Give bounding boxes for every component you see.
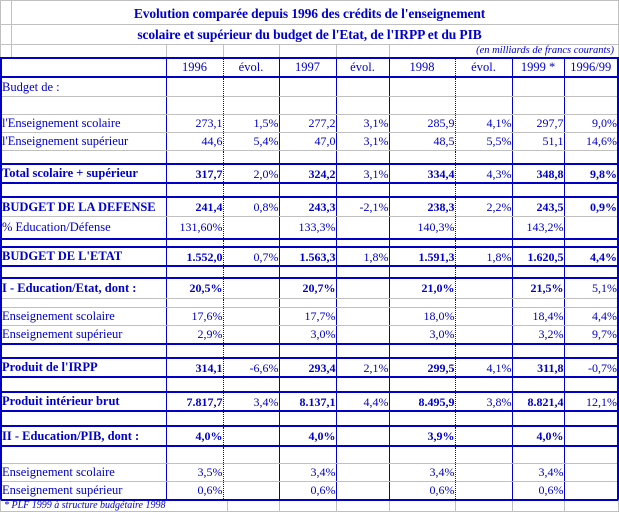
value-cell — [336, 96, 389, 114]
value-cell: 3,1% — [336, 114, 389, 132]
row-label: I - Education/Etat, dont : — [1, 278, 166, 298]
value-cell — [223, 411, 279, 426]
value-cell — [166, 183, 223, 197]
row-label: Total scolaire + supérieur — [1, 164, 166, 183]
value-cell: 4,0% — [279, 426, 336, 446]
value-cell — [389, 411, 455, 426]
table-row — [1, 298, 618, 307]
value-cell — [166, 446, 223, 463]
budget-table — [0, 57, 619, 501]
value-cell — [564, 426, 618, 446]
value-cell: 2,1% — [336, 358, 389, 377]
row-label: % Education/Défense — [1, 216, 166, 239]
value-cell — [455, 426, 512, 446]
value-cell: 3,9% — [389, 426, 455, 446]
title-line-2: scolaire et supérieur du budget de l'Etat, de l'IRPP et du PIB — [1, 25, 618, 45]
table-row — [1, 481, 618, 500]
value-cell: 17,7% — [279, 307, 336, 325]
value-cell — [223, 298, 279, 307]
value-cell: 8.495,9 — [389, 392, 455, 411]
row-label — [1, 298, 166, 307]
grid-separator — [279, 45, 280, 57]
table-row — [1, 463, 618, 481]
value-cell: 140,3% — [389, 216, 455, 239]
value-cell — [223, 96, 279, 114]
row-label — [1, 411, 166, 426]
row-label — [1, 150, 166, 164]
value-cell: 9,7% — [564, 325, 618, 344]
value-cell — [279, 377, 336, 392]
row-label: Enseignement supérieur — [1, 325, 166, 344]
value-cell — [455, 481, 512, 500]
value-cell: -2,1% — [336, 197, 389, 216]
corner-cell — [1, 58, 166, 77]
value-cell — [279, 411, 336, 426]
table-row — [1, 77, 618, 96]
value-cell: 20,7% — [279, 278, 336, 298]
grid-separator — [279, 501, 280, 511]
value-cell: 317,7 — [166, 164, 223, 183]
grid-separator — [455, 501, 456, 511]
value-cell — [389, 239, 455, 247]
value-cell — [389, 96, 455, 114]
value-cell — [336, 278, 389, 298]
table-row — [1, 426, 618, 446]
row-label: Enseignement scolaire — [1, 463, 166, 481]
grid-separator — [389, 501, 390, 511]
table-row — [1, 325, 618, 344]
value-cell — [223, 344, 279, 358]
value-cell — [455, 96, 512, 114]
row-label: BUDGET DE L'ETAT — [1, 247, 166, 266]
value-cell: 12,1% — [564, 392, 618, 411]
column-header: évol. — [455, 58, 512, 77]
value-cell — [223, 463, 279, 481]
value-cell — [389, 446, 455, 463]
column-header: 1996/99 — [564, 58, 618, 77]
value-cell: 1.552,0 — [166, 247, 223, 266]
value-cell — [166, 77, 223, 96]
value-cell: 9,8% — [564, 164, 618, 183]
value-cell: 243,3 — [279, 197, 336, 216]
value-cell — [455, 446, 512, 463]
value-cell — [455, 216, 512, 239]
value-cell — [389, 298, 455, 307]
value-cell: 3,4% — [512, 463, 564, 481]
value-cell: 3,4% — [223, 392, 279, 411]
value-cell — [279, 239, 336, 247]
row-label: l'Enseignement supérieur — [1, 132, 166, 150]
value-cell: 18,4% — [512, 307, 564, 325]
value-cell: 21,5% — [512, 278, 564, 298]
table-row — [1, 392, 618, 411]
value-cell — [455, 377, 512, 392]
value-cell — [512, 150, 564, 164]
value-cell: 4,4% — [336, 392, 389, 411]
value-cell: 0,7% — [223, 247, 279, 266]
value-cell: 324,2 — [279, 164, 336, 183]
value-cell: 21,0% — [389, 278, 455, 298]
value-cell — [455, 278, 512, 298]
value-cell — [279, 446, 336, 463]
value-cell: 0,8% — [223, 197, 279, 216]
value-cell: 133,3% — [279, 216, 336, 239]
value-cell: 0,6% — [166, 481, 223, 500]
value-cell — [455, 411, 512, 426]
value-cell — [455, 183, 512, 197]
value-cell — [564, 377, 618, 392]
grid-separator — [166, 45, 167, 57]
table-row — [1, 266, 618, 278]
column-header: évol. — [223, 58, 279, 77]
value-cell: 1,5% — [223, 114, 279, 132]
value-cell — [389, 266, 455, 278]
value-cell — [279, 96, 336, 114]
value-cell: 3,1% — [336, 164, 389, 183]
footer-row — [0, 499, 619, 512]
value-cell: 4,0% — [512, 426, 564, 446]
value-cell — [223, 77, 279, 96]
value-cell — [512, 77, 564, 96]
value-cell — [512, 377, 564, 392]
value-cell: -6,6% — [223, 358, 279, 377]
table-row — [1, 344, 618, 358]
value-cell: 4,1% — [455, 358, 512, 377]
value-cell — [223, 239, 279, 247]
grid-separator — [512, 501, 513, 511]
budget-table-body — [1, 77, 618, 500]
value-cell — [166, 96, 223, 114]
value-cell — [336, 426, 389, 446]
value-cell — [389, 344, 455, 358]
value-cell: 243,5 — [512, 197, 564, 216]
value-cell — [564, 298, 618, 307]
row-label: II - Education/PIB, dont : — [1, 426, 166, 446]
grid-separator — [223, 45, 224, 57]
value-cell — [564, 446, 618, 463]
value-cell: 2,0% — [223, 164, 279, 183]
row-label — [1, 183, 166, 197]
row-label: Produit intérieur brut — [1, 392, 166, 411]
value-cell — [512, 96, 564, 114]
value-cell — [279, 77, 336, 96]
row-label: Produit de l'IRPP — [1, 358, 166, 377]
value-cell: 241,4 — [166, 197, 223, 216]
value-cell: 273,1 — [166, 114, 223, 132]
value-cell — [455, 77, 512, 96]
value-cell — [389, 77, 455, 96]
value-cell: 2,9% — [166, 325, 223, 344]
value-cell: 5,5% — [455, 132, 512, 150]
value-cell — [336, 216, 389, 239]
value-cell: 3,8% — [455, 392, 512, 411]
value-cell: 3,2% — [512, 325, 564, 344]
value-cell — [512, 183, 564, 197]
row-label — [1, 344, 166, 358]
row-label — [1, 266, 166, 278]
column-header: 1999 * — [512, 58, 564, 77]
value-cell — [166, 239, 223, 247]
value-cell: 334,4 — [389, 164, 455, 183]
column-header: 1997 — [279, 58, 336, 77]
grid-separator — [336, 501, 337, 511]
row-label: Enseignement scolaire — [1, 307, 166, 325]
value-cell: 4,1% — [455, 114, 512, 132]
grid-separator — [227, 501, 228, 511]
row-label — [1, 96, 166, 114]
value-cell — [512, 411, 564, 426]
value-cell: 2,2% — [455, 197, 512, 216]
value-cell — [166, 411, 223, 426]
table-row — [1, 239, 618, 247]
value-cell — [279, 150, 336, 164]
table-row — [1, 164, 618, 183]
value-cell: 285,9 — [389, 114, 455, 132]
value-cell — [564, 463, 618, 481]
grid-separator — [336, 45, 337, 57]
value-cell: 4,4% — [564, 307, 618, 325]
value-cell: 44,6 — [166, 132, 223, 150]
value-cell — [389, 183, 455, 197]
value-cell — [336, 266, 389, 278]
table-row — [1, 216, 618, 239]
value-cell: 238,3 — [389, 197, 455, 216]
value-cell: 277,2 — [279, 114, 336, 132]
value-cell — [455, 307, 512, 325]
value-cell: 143,2% — [512, 216, 564, 239]
value-cell: 3,0% — [389, 325, 455, 344]
value-cell: 299,5 — [389, 358, 455, 377]
value-cell: 297,7 — [512, 114, 564, 132]
value-cell — [512, 266, 564, 278]
units-note: (en milliards de francs courants) — [476, 45, 614, 56]
value-cell: 51,1 — [512, 132, 564, 150]
value-cell — [564, 266, 618, 278]
footnote: * PLF 1999 à structure budgétaire 1998 — [4, 500, 166, 511]
value-cell — [336, 325, 389, 344]
value-cell: 3,4% — [279, 463, 336, 481]
row-label: BUDGET DE LA DEFENSE — [1, 197, 166, 216]
value-cell — [336, 239, 389, 247]
value-cell: 4,0% — [166, 426, 223, 446]
value-cell: 1.591,3 — [389, 247, 455, 266]
table-row — [1, 132, 618, 150]
value-cell: 47,0 — [279, 132, 336, 150]
value-cell — [564, 481, 618, 500]
value-cell — [279, 298, 336, 307]
table-row — [1, 183, 618, 197]
value-cell — [389, 150, 455, 164]
row-label — [1, 446, 166, 463]
value-cell: 3,1% — [336, 132, 389, 150]
value-cell — [336, 307, 389, 325]
value-cell: 0,6% — [389, 481, 455, 500]
row-label — [1, 377, 166, 392]
table-row — [1, 96, 618, 114]
table-row — [1, 307, 618, 325]
value-cell — [223, 426, 279, 446]
value-cell: 18,0% — [389, 307, 455, 325]
document-title — [0, 0, 619, 57]
value-cell — [223, 266, 279, 278]
row-label — [1, 239, 166, 247]
value-cell — [223, 446, 279, 463]
value-cell — [455, 239, 512, 247]
value-cell: 4,3% — [455, 164, 512, 183]
column-header: 1996 — [166, 58, 223, 77]
value-cell — [336, 344, 389, 358]
column-header: 1998 — [389, 58, 455, 77]
value-cell: 131,60% — [166, 216, 223, 239]
value-cell — [564, 183, 618, 197]
value-cell — [223, 325, 279, 344]
value-cell — [279, 266, 336, 278]
value-cell: 14,6% — [564, 132, 618, 150]
value-cell: 48,5 — [389, 132, 455, 150]
table-row — [1, 278, 618, 298]
value-cell — [223, 216, 279, 239]
grid-separator — [11, 1, 12, 57]
value-cell — [455, 266, 512, 278]
value-cell — [336, 150, 389, 164]
value-cell: 8.821,4 — [512, 392, 564, 411]
row-label: Enseignement supérieur — [1, 481, 166, 500]
value-cell — [512, 239, 564, 247]
value-cell: 7.817,7 — [166, 392, 223, 411]
value-cell — [279, 344, 336, 358]
value-cell — [564, 96, 618, 114]
value-cell — [336, 411, 389, 426]
table-row — [1, 114, 618, 132]
value-cell — [279, 183, 336, 197]
row-label: l'Enseignement scolaire — [1, 114, 166, 132]
value-cell — [223, 481, 279, 500]
value-cell — [564, 411, 618, 426]
value-cell — [564, 216, 618, 239]
row-label: Budget de : — [1, 77, 166, 96]
value-cell — [166, 344, 223, 358]
value-cell — [455, 150, 512, 164]
value-cell — [564, 344, 618, 358]
value-cell: 4,4% — [564, 247, 618, 266]
value-cell — [166, 377, 223, 392]
value-cell: 5,4% — [223, 132, 279, 150]
value-cell — [512, 446, 564, 463]
value-cell: 17,6% — [166, 307, 223, 325]
value-cell — [223, 307, 279, 325]
value-cell — [455, 298, 512, 307]
value-cell — [455, 463, 512, 481]
value-cell — [166, 266, 223, 278]
grid-separator — [564, 501, 565, 511]
table-row — [1, 358, 618, 377]
value-cell — [336, 481, 389, 500]
table-row — [1, 446, 618, 463]
value-cell — [455, 344, 512, 358]
value-cell — [223, 377, 279, 392]
value-cell — [166, 298, 223, 307]
value-cell: 3,5% — [166, 463, 223, 481]
value-cell — [336, 183, 389, 197]
table-row — [1, 247, 618, 266]
value-cell — [564, 239, 618, 247]
column-header: évol. — [336, 58, 389, 77]
value-cell — [512, 344, 564, 358]
value-cell: 8.137,1 — [279, 392, 336, 411]
value-cell: 293,4 — [279, 358, 336, 377]
title-line-1: Evolution comparée depuis 1996 des crédits de l'enseignement — [1, 1, 618, 25]
table-row — [1, 411, 618, 426]
grid-separator — [389, 45, 390, 57]
value-cell: 0,9% — [564, 197, 618, 216]
value-cell: 0,6% — [279, 481, 336, 500]
value-cell: 9,0% — [564, 114, 618, 132]
value-cell — [336, 77, 389, 96]
table-row — [1, 197, 618, 216]
value-cell: 0,6% — [512, 481, 564, 500]
value-cell: 5,1% — [564, 278, 618, 298]
value-cell: 1.620,5 — [512, 247, 564, 266]
value-cell — [336, 377, 389, 392]
value-cell: 314,1 — [166, 358, 223, 377]
table-row — [1, 150, 618, 164]
value-cell — [336, 298, 389, 307]
value-cell — [389, 377, 455, 392]
value-cell — [564, 150, 618, 164]
value-cell — [223, 278, 279, 298]
value-cell — [166, 150, 223, 164]
header-row — [1, 58, 618, 77]
value-cell — [223, 150, 279, 164]
value-cell: 3,4% — [389, 463, 455, 481]
units-row — [1, 45, 618, 57]
value-cell: 20,5% — [166, 278, 223, 298]
value-cell — [223, 183, 279, 197]
value-cell: 3,0% — [279, 325, 336, 344]
value-cell — [336, 463, 389, 481]
value-cell — [336, 446, 389, 463]
value-cell: 348,8 — [512, 164, 564, 183]
value-cell — [512, 298, 564, 307]
value-cell — [455, 325, 512, 344]
value-cell: -0,7% — [564, 358, 618, 377]
value-cell: 311,8 — [512, 358, 564, 377]
value-cell: 1,8% — [455, 247, 512, 266]
value-cell: 1,8% — [336, 247, 389, 266]
table-row — [1, 377, 618, 392]
value-cell: 1.563,3 — [279, 247, 336, 266]
value-cell — [564, 77, 618, 96]
